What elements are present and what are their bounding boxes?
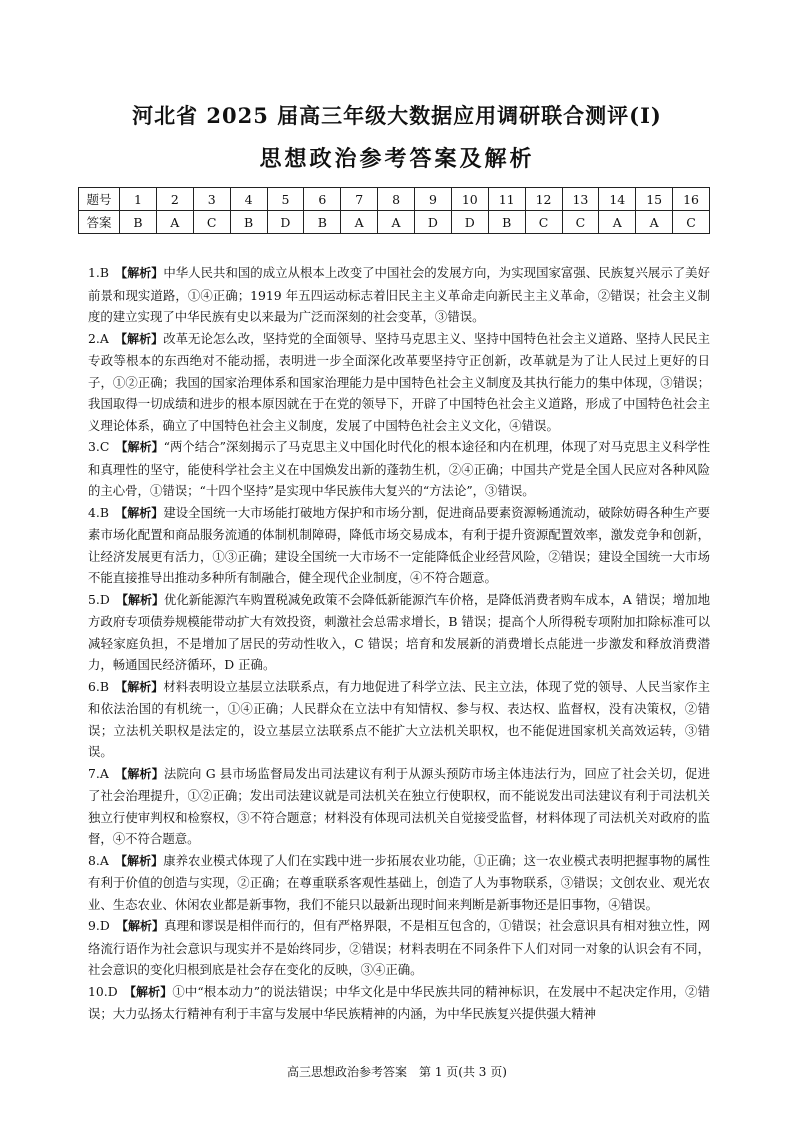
answer-cell: A	[599, 211, 636, 234]
explanation-item	[88, 589, 710, 676]
explanation-number: 1.B	[88, 265, 109, 280]
question-number-cell: 4	[230, 188, 267, 211]
explanation-number: 8.A	[88, 852, 109, 868]
question-number-cell: 1	[120, 188, 157, 211]
answer-cell: D	[267, 211, 304, 234]
answer-cell: A	[156, 211, 193, 234]
answer-table-number-label: 题号	[79, 188, 120, 211]
explanation-item	[88, 262, 710, 328]
answer-cell: D	[451, 211, 488, 234]
explanation-item	[88, 915, 710, 981]
page-footer: 高三思想政治参考答案 第 1 页(共 3 页)	[287, 1065, 507, 1079]
question-number-cell: 11	[488, 188, 525, 211]
explanation-text: 真理和谬误是相伴而行的，但有严格界限，不是相互包含的，①错误；社会意识具有相对独立性，网络流行语作为社会意识与现实并不是始终同步，②错误；材料表明在不同条件下人们对同一对象的认识会有不同，社会意识的变化归根到底是社会存在变化的反映，③④正确。	[88, 918, 710, 977]
question-number-cell: 9	[415, 188, 452, 211]
explanation-tag: 【解析】	[115, 679, 164, 694]
answer-cell: A	[341, 211, 378, 234]
explanation-tag: 【解析】	[114, 331, 164, 346]
answer-cell: C	[562, 211, 599, 234]
page-subtitle: 思想政治参考答案及解析	[259, 146, 535, 172]
question-number-cell: 7	[341, 188, 378, 211]
explanation-number: 7.A	[88, 765, 109, 781]
answer-cell: C	[193, 211, 230, 234]
explanation-tag: 【解析】	[115, 266, 164, 280]
answer-table-answer-row	[79, 211, 710, 234]
explanation-item	[88, 502, 710, 589]
answer-cell: C	[673, 211, 710, 234]
explanation-number: 5.D	[88, 591, 110, 607]
answer-table-answer-label: 答案	[79, 211, 120, 234]
question-number-cell: 10	[451, 188, 488, 211]
explanation-text: 建设全国统一大市场能打破地方保护和市场分割，促进商品要素资源畅通流动，破除妨碍各种生产要素市场化配置和商品服务流通的体制机制障碍，降低市场交易成本，有利于提升资源配置效率，激发竞争和创新，让经济发展更有活力，①③正确；建设全国统一大市场不一定能降低企业经营风险，②错误；建设全国统一大市场不能直接推导出推动多种所有制融合，健全现代企业制度，④不符合题意。	[88, 504, 710, 585]
explanation-text: 中华人民共和国的成立从根本上改变了中国社会的发展方向，为实现国家富强、民族复兴展示了美好前景和现实道路，①④正确；1919 年五四运动标志着旧民主主义革命走向新民主主义革命，②错误；社会主义制度的建立实现了中华民族有史以来最为广泛而深刻的社会变革，③错误。	[88, 265, 710, 324]
explanation-text: “两个结合”深刻揭示了马克思主义中国化时代化的根本途径和内在机理，体现了对马克思主义科学性和真理性的坚守，能使科学社会主义在中国焕发出新的蓬勃生机，②④正确；中国共产党是全国人民应对各种风险的主心骨，①错误；“十四个坚持”是实现中华民族伟大复兴的“方法论”，③错误。	[88, 439, 710, 498]
answer-cell: B	[488, 211, 525, 234]
question-number-cell: 5	[267, 188, 304, 211]
explanation-item	[88, 328, 710, 437]
explanation-item	[88, 763, 710, 850]
question-number-cell: 3	[193, 188, 230, 211]
explanation-tag: 【解析】	[123, 984, 173, 999]
explanation-text: 法院向 G 县市场监督局发出司法建议有利于从源头预防市场主体违法行为，回应了社会关切，促进了社会治理提升，①②正确；发出司法建议就是司法机关在独立行使职权，而不能说发出司法建议有利于司法机关独立行使审判权和检察权，③不符合题意；材料没有体现司法机关自觉接受监督，材料体现了司法机关对政府的监督，④不符合题意。	[88, 765, 710, 846]
explanation-text: 改革无论怎么改，坚持党的全面领导、坚持马克思主义、坚持中国特色社会主义道路、坚持人民民主专政等根本的东西绝对不能动摇，表明进一步全面深化改革要坚持守正创新，改革就是为了让人民过上更好的日子，①②正确；我国的国家治理体系和国家治理能力是中国特色社会主义制度及其执行能力的集中体现，③错误；我国取得一切成绩和进步的根本原因就在于在党的领导下，开辟了中国特色社会主义道路，形成了中国特色社会主义理论体系，确立了中国特色社会主义制度，发展了中国特色社会主义文化，④错误。	[88, 330, 710, 433]
explanation-tag: 【解析】	[115, 440, 164, 454]
explanation-text: 优化新能源汽车购置税减免政策不会降低新能源汽车价格，是降低消费者购车成本，A 错误；增加地方政府专项债券规模能带动扩大有效投资，刺激社会总需求增长，B 错误；提高个人所得税专项附加扣除标准可以减轻家庭负担，不是增加了居民的劳动性收入，C 错误；培育和发展新的消费增长点能进一步激发和释放消费潜力，畅通国民经济循环，D 正确。	[88, 591, 710, 672]
explanation-tag: 【解析】	[115, 505, 164, 520]
explanation-number: 3.C	[88, 439, 110, 454]
explanation-text: 材料表明设立基层立法联系点，有力地促进了科学立法、民主立法，体现了党的领导、人民当家作主和依法治国的有机统一，①④正确；人民群众在立法中有知情权、参与权、表达权、监督权，没有决策权，②错误；立法机关职权是法定的，设立基层立法联系点不能扩大立法机关职权，也不能促进国家机关高效运转，③错误。	[88, 678, 710, 759]
question-number-cell: 6	[304, 188, 341, 211]
explanation-text: 康养农业模式体现了人们在实践中进一步拓展农业功能，①正确；这一农业模式表明把握事物的属性有利于价值的创造与实现，②正确；在尊重联系客观性基础上，创造了人为事物联系，③错误；文创农业、观光农业、生态农业、休闲农业都是新事物，我们不能只以最新出现时间来判断是新事物还是旧事物，④错误。	[88, 852, 710, 912]
explanation-tag: 【解析】	[115, 592, 165, 607]
question-number-cell: 2	[156, 188, 193, 211]
question-number-cell: 14	[599, 188, 636, 211]
answer-cell: C	[525, 211, 562, 234]
page-title: 河北省 2025 届高三年级大数据应用调研联合测评(Ⅰ)	[132, 103, 662, 128]
answer-cell: A	[378, 211, 415, 234]
explanation-number: 9.D	[88, 918, 110, 933]
explanation-tag: 【解析】	[114, 853, 164, 868]
explanation-item	[88, 436, 710, 502]
explanation-item	[88, 850, 710, 916]
answer-table	[78, 187, 710, 234]
explanation-number: 6.B	[88, 678, 109, 694]
explanation-item	[88, 676, 710, 763]
question-number-cell: 13	[562, 188, 599, 211]
question-number-cell: 16	[673, 188, 710, 211]
explanation-list	[88, 262, 710, 1025]
explanation-number: 2.A	[88, 330, 109, 346]
question-number-cell: 8	[378, 188, 415, 211]
explanation-text: ①中“根本动力”的说法错误；中华文化是中华民族共同的精神标识，在发展中不起决定作用，②错误；大力弘扬太行精神有利于丰富与发展中华民族精神的内涵，为中华民族复兴提供强大精神	[88, 983, 710, 1021]
answer-cell: B	[120, 211, 157, 234]
answer-table-number-row	[79, 188, 710, 211]
question-number-cell: 12	[525, 188, 562, 211]
answer-cell: B	[230, 211, 267, 234]
explanation-number: 10.D	[88, 983, 118, 999]
answer-cell: B	[304, 211, 341, 234]
explanation-tag: 【解析】	[114, 766, 164, 781]
answer-cell: D	[415, 211, 452, 234]
answer-cell: A	[636, 211, 673, 234]
explanation-tag: 【解析】	[115, 919, 165, 933]
explanation-item	[88, 981, 710, 1025]
explanation-number: 4.B	[88, 504, 109, 520]
question-number-cell: 15	[636, 188, 673, 211]
